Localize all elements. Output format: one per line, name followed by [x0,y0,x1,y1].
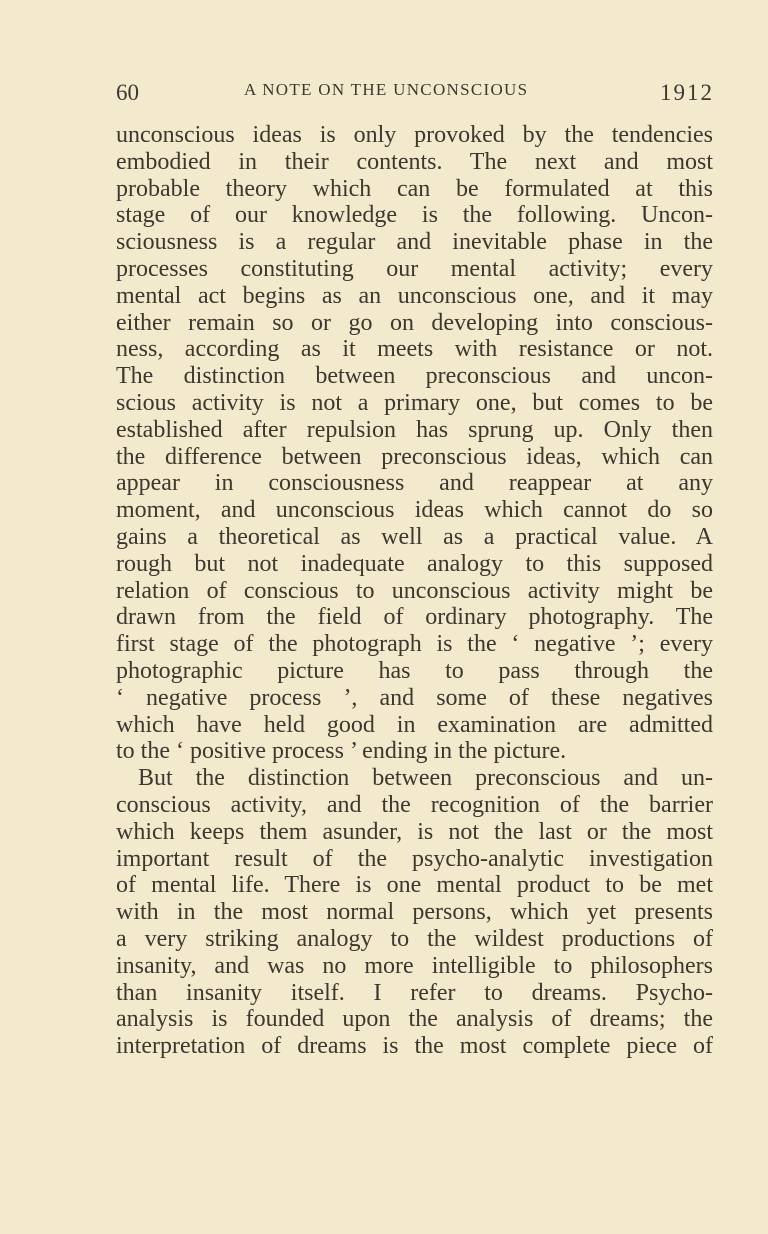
text-line: unconscious ideas is only provoked by the tendencies [116,122,713,148]
text-line: probable theory which can be formulated at this [116,175,713,202]
text-line: which keeps them asunder, is not the last or the most [116,818,713,845]
text-line: a very striking analogy to the wildest productions of [116,925,713,952]
text-line: stage of our knowledge is the following. Uncon- [116,202,713,229]
text-line: appear in consciousness and reappear at any [116,470,713,497]
text-line: But the distinction between preconscious and un- [138,765,713,792]
text-line: important result of the psycho-analytic investigation [116,845,713,872]
text-line: analysis is founded upon the analysis of dreams; the [116,1006,713,1033]
running-title: A NOTE ON THE UNCONSCIOUS [244,80,529,99]
text-line: gains a theoretical as well as a practical value. A [116,523,713,550]
text-line: either remain so or go on developing into conscious- [116,309,713,336]
text-line: with in the most normal persons, which yet presents [116,899,713,926]
year: 1912 [660,80,714,105]
running-header [116,80,714,110]
text-line: conscious activity, and the recognition of the barrier [116,791,713,818]
text-line: photographic picture has to pass through the [116,657,713,684]
body-text [116,122,713,1060]
page-number: 60 [116,80,139,105]
text-line: which have held good in examination are admitted [116,711,713,738]
text-line: scious activity is not a primary one, but comes to be [116,389,713,416]
text-line: interpretation of dreams is the most complete piece of [116,1033,713,1060]
text-line: The distinction between preconscious and uncon- [116,363,713,390]
text-line: first stage of the photograph is the ‘ negative ’; every [116,631,713,658]
text-line: the difference between preconscious ideas, which can [116,443,713,470]
text-line: insanity, and was no more intelligible to philosophers [116,952,713,979]
text-line: relation of conscious to unconscious activity might be [116,577,713,604]
text-line: established after repulsion has sprung up. Only then [116,416,713,443]
text-line: than insanity itself. I refer to dreams. Psycho- [116,979,713,1006]
text-line: processes constituting our mental activity; every [116,255,713,282]
text-line: of mental life. There is one mental product to be met [116,872,713,899]
text-line: moment, and unconscious ideas which cannot do so [116,497,713,524]
text-line: to the ‘ positive process ’ ending in the picture. [116,738,567,765]
text-line: drawn from the field of ordinary photography. The [116,604,713,631]
text-line: mental act begins as an unconscious one, and it may [116,282,713,309]
text-line: ness, according as it meets with resistance or not. [116,336,713,363]
text-line: ‘ negative process ’, and some of these negatives [116,684,713,711]
text-line: embodied in their contents. The next and most [116,148,713,175]
text-line: sciousness is a regular and inevitable phase in the [116,229,713,256]
text-line: rough but not inadequate analogy to this supposed [116,550,713,577]
